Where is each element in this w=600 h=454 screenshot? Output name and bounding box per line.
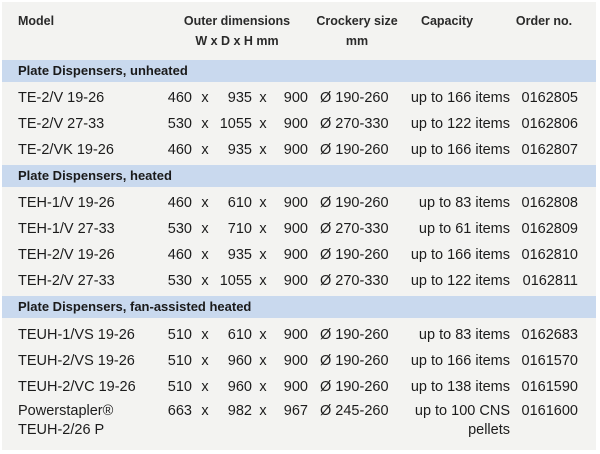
- section-title: Plate Dispensers, fan-assisted heated: [2, 296, 596, 318]
- cell-height: 900: [283, 273, 308, 289]
- cell-crockery-size: Ø 190-260: [320, 90, 389, 106]
- table-row: [2, 85, 596, 111]
- cell-separator: x: [259, 116, 267, 132]
- cell-depth: 935: [227, 247, 252, 263]
- cell-depth: 710: [227, 221, 252, 237]
- cell-depth: 935: [227, 90, 252, 106]
- cell-order-no: 0162806: [521, 116, 578, 132]
- cell-model: TEUH-2/VC 19-26: [18, 379, 136, 395]
- cell-model: TE-2/VK 19-26: [18, 142, 114, 158]
- table-row: [2, 402, 596, 442]
- cell-crockery-size: Ø 245-260: [320, 403, 389, 419]
- cell-separator: x: [201, 142, 209, 158]
- cell-separator: x: [259, 273, 267, 289]
- product-table: [2, 2, 596, 450]
- cell-depth: 982: [227, 403, 252, 419]
- cell-separator: x: [259, 142, 267, 158]
- cell-width: 460: [167, 247, 192, 263]
- cell-model: TEH-1/V 27-33: [18, 221, 115, 237]
- cell-depth: 1055: [219, 116, 252, 132]
- cell-width: 460: [167, 142, 192, 158]
- header-capacity: Capacity: [420, 14, 474, 28]
- table-row: [2, 216, 596, 242]
- cell-order-no: 0162810: [521, 247, 578, 263]
- cell-capacity-line2: pellets: [468, 422, 510, 438]
- cell-model: TEUH-1/VS 19-26: [18, 327, 135, 343]
- header-outer-dimensions-sub: W x D x H mm: [195, 34, 279, 48]
- section-title: Plate Dispensers, unheated: [2, 60, 596, 82]
- cell-separator: x: [201, 221, 209, 237]
- cell-model: TEH-1/V 19-26: [18, 195, 115, 211]
- cell-model: TEH-2/V 27-33: [18, 273, 115, 289]
- cell-order-no: 0162811: [522, 273, 578, 289]
- cell-separator: x: [259, 195, 267, 211]
- cell-separator: x: [201, 379, 209, 395]
- cell-width: 663: [167, 403, 192, 419]
- cell-separator: x: [259, 247, 267, 263]
- cell-model-line1: Powerstapler®: [18, 403, 114, 419]
- cell-separator: x: [201, 403, 209, 419]
- cell-crockery-size: Ø 190-260: [320, 379, 389, 395]
- cell-separator: x: [259, 327, 267, 343]
- cell-height: 900: [283, 195, 308, 211]
- header-order-no: Order no.: [515, 14, 573, 28]
- cell-model: TEUH-2/VS 19-26: [18, 353, 135, 369]
- cell-capacity: up to 122 items: [410, 116, 510, 132]
- cell-width: 530: [167, 116, 192, 132]
- cell-width: 460: [167, 195, 192, 211]
- cell-crockery-size: Ø 190-260: [320, 195, 389, 211]
- cell-separator: x: [201, 116, 209, 132]
- cell-width: 510: [167, 327, 192, 343]
- cell-capacity: up to 61 items: [418, 221, 510, 237]
- cell-height: 900: [283, 142, 308, 158]
- cell-order-no: 0162809: [521, 221, 578, 237]
- cell-order-no: 0162808: [521, 195, 578, 211]
- cell-crockery-size: Ø 190-260: [320, 353, 389, 369]
- cell-separator: x: [201, 353, 209, 369]
- cell-height: 900: [283, 379, 308, 395]
- cell-separator: x: [201, 247, 209, 263]
- cell-crockery-size: Ø 270-330: [320, 273, 389, 289]
- cell-model: TE-2/V 27-33: [18, 116, 105, 132]
- cell-height: 900: [283, 327, 308, 343]
- cell-separator: x: [259, 379, 267, 395]
- table-row: [2, 190, 596, 216]
- cell-capacity: up to 83 items: [418, 327, 510, 343]
- cell-width: 460: [167, 90, 192, 106]
- cell-width: 510: [167, 379, 192, 395]
- cell-separator: x: [259, 353, 267, 369]
- table-header: [2, 2, 596, 60]
- cell-order-no: 0161590: [521, 379, 578, 395]
- header-model: Model: [18, 14, 55, 28]
- table-row: [2, 111, 596, 137]
- cell-capacity-line1: up to 100 CNS: [414, 403, 510, 419]
- cell-order-no: 0162805: [521, 90, 578, 106]
- cell-height: 900: [283, 247, 308, 263]
- cell-separator: x: [259, 403, 267, 419]
- header-crockery-size-unit: mm: [345, 34, 369, 48]
- cell-height: 900: [283, 353, 308, 369]
- cell-order-no: 0162807: [521, 142, 578, 158]
- cell-order-no: 0162683: [521, 327, 578, 343]
- cell-capacity: up to 166 items: [410, 247, 510, 263]
- cell-separator: x: [201, 327, 209, 343]
- cell-depth: 610: [227, 195, 252, 211]
- cell-separator: x: [259, 221, 267, 237]
- cell-capacity: up to 83 items: [418, 195, 510, 211]
- cell-model: TE-2/V 19-26: [18, 90, 105, 106]
- cell-separator: x: [201, 195, 209, 211]
- table-row: [2, 137, 596, 163]
- table-row: [2, 348, 596, 374]
- cell-separator: x: [201, 90, 209, 106]
- cell-crockery-size: Ø 270-330: [320, 116, 389, 132]
- cell-capacity: up to 166 items: [410, 142, 510, 158]
- cell-capacity: up to 122 items: [410, 273, 510, 289]
- cell-height: 900: [283, 221, 308, 237]
- cell-model-line2: TEUH-2/26 P: [18, 422, 105, 438]
- cell-width: 510: [167, 353, 192, 369]
- header-outer-dimensions: Outer dimensions: [183, 14, 291, 28]
- table-row: [2, 322, 596, 348]
- cell-depth: 960: [227, 379, 252, 395]
- cell-model: TEH-2/V 19-26: [18, 247, 115, 263]
- cell-separator: x: [259, 90, 267, 106]
- cell-separator: x: [201, 273, 209, 289]
- cell-capacity: up to 166 items: [410, 90, 510, 106]
- cell-crockery-size: Ø 270-330: [320, 221, 389, 237]
- cell-depth: 935: [227, 142, 252, 158]
- table-row: [2, 268, 596, 294]
- table-row: [2, 374, 596, 400]
- table-row: [2, 242, 596, 268]
- cell-crockery-size: Ø 190-260: [320, 142, 389, 158]
- cell-crockery-size: Ø 190-260: [320, 327, 389, 343]
- header-crockery-size: Crockery size: [316, 14, 398, 28]
- cell-capacity: up to 138 items: [410, 379, 510, 395]
- cell-order-no: 0161570: [521, 353, 578, 369]
- section-title: Plate Dispensers, heated: [2, 165, 596, 187]
- cell-height: 967: [283, 403, 308, 419]
- cell-crockery-size: Ø 190-260: [320, 247, 389, 263]
- cell-depth: 960: [227, 353, 252, 369]
- cell-depth: 610: [227, 327, 252, 343]
- cell-width: 530: [167, 221, 192, 237]
- cell-height: 900: [283, 90, 308, 106]
- cell-depth: 1055: [219, 273, 252, 289]
- cell-order-no: 0161600: [521, 403, 578, 419]
- cell-capacity: up to 166 items: [410, 353, 510, 369]
- cell-width: 530: [167, 273, 192, 289]
- cell-height: 900: [283, 116, 308, 132]
